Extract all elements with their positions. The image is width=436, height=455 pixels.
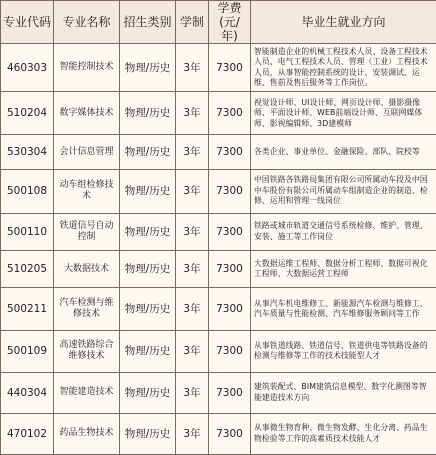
major-direction: 从事铁道线路、铁道信号、铁道供电等铁路设备的检测与维修等工作的技术技能型人才 xyxy=(251,331,436,372)
table-row xyxy=(1,44,436,92)
major-direction: 铁路或城市轨道交通信号系统检修、维护、管理、安装、施工等工作岗位 xyxy=(251,213,436,250)
major-duration: 3年 xyxy=(176,250,209,287)
major-category: 物理/历史 xyxy=(120,213,176,250)
major-fee: 7300 xyxy=(209,92,251,135)
major-fee: 7300 xyxy=(209,288,251,331)
header-name: 专业名称 xyxy=(54,1,120,44)
table-row xyxy=(1,372,436,413)
major-code: 500110 xyxy=(1,213,54,250)
header-row xyxy=(1,1,436,44)
major-direction: 大数据运维工程师、数据分析工程师、数据可视化工程师、大数据运营工程师 xyxy=(251,250,436,287)
major-name: 会计信息管理 xyxy=(54,135,120,169)
major-category: 物理/历史 xyxy=(120,169,176,213)
table-row xyxy=(1,413,436,454)
major-category: 物理/历史 xyxy=(120,135,176,169)
major-direction: 智能制造企业的机械工程技术人员、设备工程技术人员、电气工程技术人员、管理（工业）工程技术人员，从事智能控制系统的设计、安装调试、运维、售前及售后服务等工作岗位。 xyxy=(251,44,436,92)
header-duration: 学制 xyxy=(176,1,209,44)
major-code: 440304 xyxy=(1,372,54,413)
major-code: 470102 xyxy=(1,413,54,454)
header-category: 招生类别 xyxy=(120,1,176,44)
major-fee: 7300 xyxy=(209,44,251,92)
major-category: 物理/历史 xyxy=(120,288,176,331)
major-direction: 视觉设计师、UI设计师、网页设计师、摄影摄像师、平面设计师、WEB前端设计师、互联网媒体师、影视编辑师、3D建模师 xyxy=(251,92,436,135)
major-code: 510205 xyxy=(1,250,54,287)
major-category: 物理/历史 xyxy=(120,372,176,413)
major-duration: 3年 xyxy=(176,44,209,92)
major-name: 智能控制技术 xyxy=(54,44,120,92)
major-category: 物理/历史 xyxy=(120,413,176,454)
major-name: 铁道信号自动控制 xyxy=(54,213,120,250)
table-row xyxy=(1,331,436,372)
major-code: 510204 xyxy=(1,92,54,135)
major-code: 500211 xyxy=(1,288,54,331)
major-fee: 7300 xyxy=(209,169,251,213)
major-category: 物理/历史 xyxy=(120,92,176,135)
table-row xyxy=(1,288,436,331)
header-fee: 学费 (元/年) xyxy=(209,1,251,44)
major-fee: 7300 xyxy=(209,413,251,454)
major-name: 大数据技术 xyxy=(54,250,120,287)
major-direction: 从事汽车机电维修工、新能源汽车检测与维修工、汽车质量与性能检测、汽车维修服务顾问等工作 xyxy=(251,288,436,331)
header-code: 专业代码 xyxy=(1,1,54,44)
major-name: 药品生物技术 xyxy=(54,413,120,454)
major-category: 物理/历史 xyxy=(120,331,176,372)
major-code: 530304 xyxy=(1,135,54,169)
major-duration: 3年 xyxy=(176,372,209,413)
major-fee: 7300 xyxy=(209,372,251,413)
table-row xyxy=(1,213,436,250)
major-fee: 7300 xyxy=(209,331,251,372)
table-row xyxy=(1,169,436,213)
major-code: 500108 xyxy=(1,169,54,213)
major-duration: 3年 xyxy=(176,331,209,372)
table-row xyxy=(1,92,436,135)
major-direction: 各类企业、事业单位、金融保险、部队、院校等 xyxy=(251,135,436,169)
major-duration: 3年 xyxy=(176,288,209,331)
major-direction: 中国铁路各铁路局集团有限公司所属动车段及中国中车股份有限公司所属动车组制造企业的制造、检修、运用和管理一线岗位 xyxy=(251,169,436,213)
major-fee: 7300 xyxy=(209,135,251,169)
major-fee: 7300 xyxy=(209,250,251,287)
major-direction: 从事微生物育种、微生物发酵、生化分离、药品生物检验等工作的高素质技术技能人才 xyxy=(251,413,436,454)
table-row xyxy=(1,135,436,169)
major-category: 物理/历史 xyxy=(120,44,176,92)
major-duration: 3年 xyxy=(176,169,209,213)
major-name: 动车组检修技术 xyxy=(54,169,120,213)
major-name: 数字媒体技术 xyxy=(54,92,120,135)
major-duration: 3年 xyxy=(176,213,209,250)
table-row xyxy=(1,250,436,287)
header-direction: 毕业生就业方向 xyxy=(251,1,436,44)
major-code: 460303 xyxy=(1,44,54,92)
major-duration: 3年 xyxy=(176,92,209,135)
major-category: 物理/历史 xyxy=(120,250,176,287)
major-duration: 3年 xyxy=(176,135,209,169)
major-code: 500109 xyxy=(1,331,54,372)
major-name: 高速铁路综合维修技术 xyxy=(54,331,120,372)
major-direction: 建筑装配式、BIM建筑信息模型、数字化测图等智能建造技术方向 xyxy=(251,372,436,413)
major-fee: 7300 xyxy=(209,213,251,250)
major-name: 智能建造技术 xyxy=(54,372,120,413)
major-duration: 3年 xyxy=(176,413,209,454)
major-name: 汽车检测与维修技术 xyxy=(54,288,120,331)
